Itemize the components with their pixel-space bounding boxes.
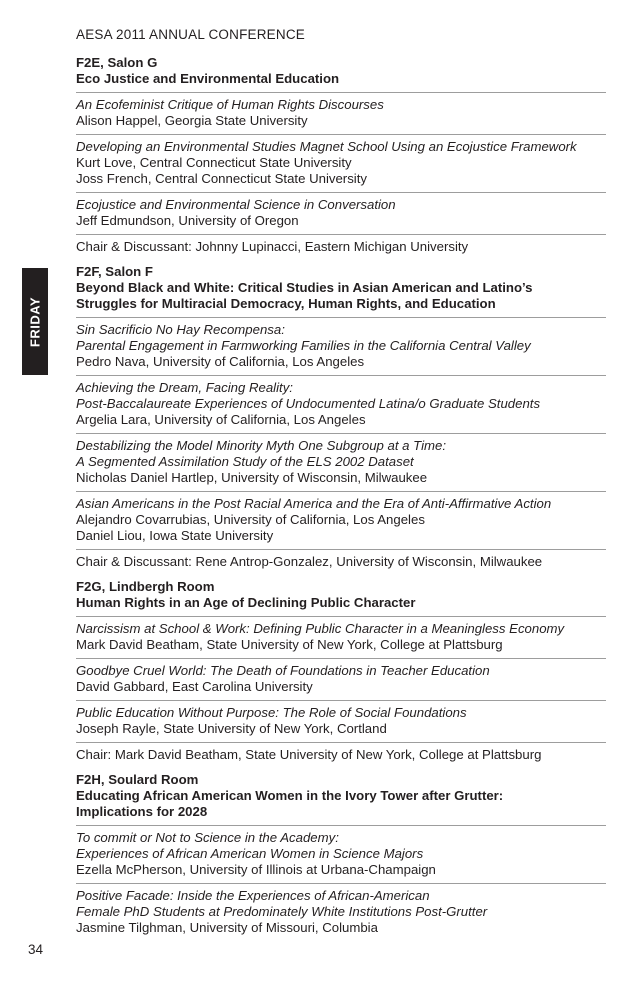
paper-author: Alejandro Covarrubias, University of California, Los Angeles	[76, 512, 425, 527]
day-side-tab-label: FRIDAY	[27, 296, 43, 347]
paper-author: Chair & Discussant: Rene Antrop-Gonzalez, University of Wisconsin, Milwaukee	[76, 554, 543, 569]
running-header: AESA 2011 ANNUAL CONFERENCE	[76, 27, 305, 42]
paper-title: Experiences of African American Women in Science Majors	[76, 846, 424, 861]
session-title-line: Beyond Black and White: Critical Studies in Asian American and Latino’s	[76, 280, 533, 295]
session-title-line: Human Rights in an Age of Declining Public Character	[76, 595, 416, 610]
paper-author: Pedro Nava, University of California, Los Angeles	[76, 354, 365, 369]
session-heading	[76, 55, 606, 87]
session-room: F2H, Soulard Room	[76, 772, 199, 787]
session-heading	[76, 579, 606, 611]
paper-entry	[76, 234, 606, 255]
paper-title: Female PhD Students at Predominately White Institutions Post-Grutter	[76, 904, 488, 919]
session-title-line: Eco Justice and Environmental Education	[76, 71, 340, 86]
paper-entry	[76, 658, 606, 695]
paper-author: Mark David Beatham, State University of New York, College at Plattsburg	[76, 637, 503, 652]
paper-author: Joss French, Central Connecticut State University	[76, 171, 367, 186]
paper-title: Asian Americans in the Post Racial America and the Era of Anti-Affirmative Action	[76, 496, 552, 511]
paper-title: Achieving the Dream, Facing Reality:	[76, 380, 293, 395]
session-title-line: Implications for 2028	[76, 804, 208, 819]
paper-entry	[76, 375, 606, 428]
paper-entry	[76, 433, 606, 486]
program-content	[76, 55, 606, 945]
paper-entry	[76, 825, 606, 878]
session-title-line: Struggles for Multiracial Democracy, Human Rights, and Education	[76, 296, 496, 311]
paper-author: David Gabbard, East Carolina University	[76, 679, 313, 694]
session-block	[76, 264, 606, 570]
session-heading	[76, 772, 606, 820]
paper-author: Ezella McPherson, University of Illinois at Urbana-Champaign	[76, 862, 436, 877]
paper-title: An Ecofeminist Critique of Human Rights Discourses	[76, 97, 384, 112]
paper-entry	[76, 883, 606, 936]
paper-title: Goodbye Cruel World: The Death of Foundations in Teacher Education	[76, 663, 490, 678]
paper-author: Daniel Liou, Iowa State University	[76, 528, 274, 543]
session-block	[76, 579, 606, 763]
paper-title: Public Education Without Purpose: The Role of Social Foundations	[76, 705, 467, 720]
paper-author: Chair & Discussant: Johnny Lupinacci, Eastern Michigan University	[76, 239, 469, 254]
paper-entry	[76, 317, 606, 370]
paper-entry	[76, 134, 606, 187]
paper-author: Chair: Mark David Beatham, State University of New York, College at Plattsburg	[76, 747, 542, 762]
paper-title: A Segmented Assimilation Study of the ELS 2002 Dataset	[76, 454, 414, 469]
paper-entry	[76, 616, 606, 653]
paper-entry	[76, 742, 606, 763]
paper-title: To commit or Not to Science in the Academy:	[76, 830, 339, 845]
session-block	[76, 55, 606, 255]
day-side-tab	[22, 268, 48, 375]
paper-title: Positive Facade: Inside the Experiences of African-American	[76, 888, 430, 903]
session-block	[76, 772, 606, 936]
session-room: F2G, Lindbergh Room	[76, 579, 215, 594]
paper-entry	[76, 92, 606, 129]
paper-title: Narcissism at School & Work: Defining Public Character in a Meaningless Economy	[76, 621, 565, 636]
paper-title: Destabilizing the Model Minority Myth One Subgroup at a Time:	[76, 438, 447, 453]
paper-author: Jasmine Tilghman, University of Missouri, Columbia	[76, 920, 378, 935]
paper-title: Sin Sacrificio No Hay Recompensa:	[76, 322, 285, 337]
paper-title: Parental Engagement in Farmworking Families in the California Central Valley	[76, 338, 531, 353]
paper-author: Jeff Edmundson, University of Oregon	[76, 213, 299, 228]
paper-author: Joseph Rayle, State University of New York, Cortland	[76, 721, 387, 736]
page-number: 34	[28, 942, 44, 957]
paper-author: Kurt Love, Central Connecticut State University	[76, 155, 352, 170]
paper-entry	[76, 549, 606, 570]
paper-entry	[76, 192, 606, 229]
session-room: F2F, Salon F	[76, 264, 153, 279]
session-room: F2E, Salon G	[76, 55, 158, 70]
paper-entry	[76, 491, 606, 544]
paper-entry	[76, 700, 606, 737]
paper-author: Nicholas Daniel Hartlep, University of Wisconsin, Milwaukee	[76, 470, 428, 485]
session-title-line: Educating African American Women in the Ivory Tower after Grutter:	[76, 788, 504, 803]
paper-title: Ecojustice and Environmental Science in Conversation	[76, 197, 396, 212]
paper-author: Argelia Lara, University of California, Los Angeles	[76, 412, 366, 427]
session-heading	[76, 264, 606, 312]
paper-title: Developing an Environmental Studies Magnet School Using an Ecojustice Framework	[76, 139, 577, 154]
paper-title: Post-Baccalaureate Experiences of Undocumented Latina/o Graduate Students	[76, 396, 541, 411]
paper-author: Alison Happel, Georgia State University	[76, 113, 308, 128]
